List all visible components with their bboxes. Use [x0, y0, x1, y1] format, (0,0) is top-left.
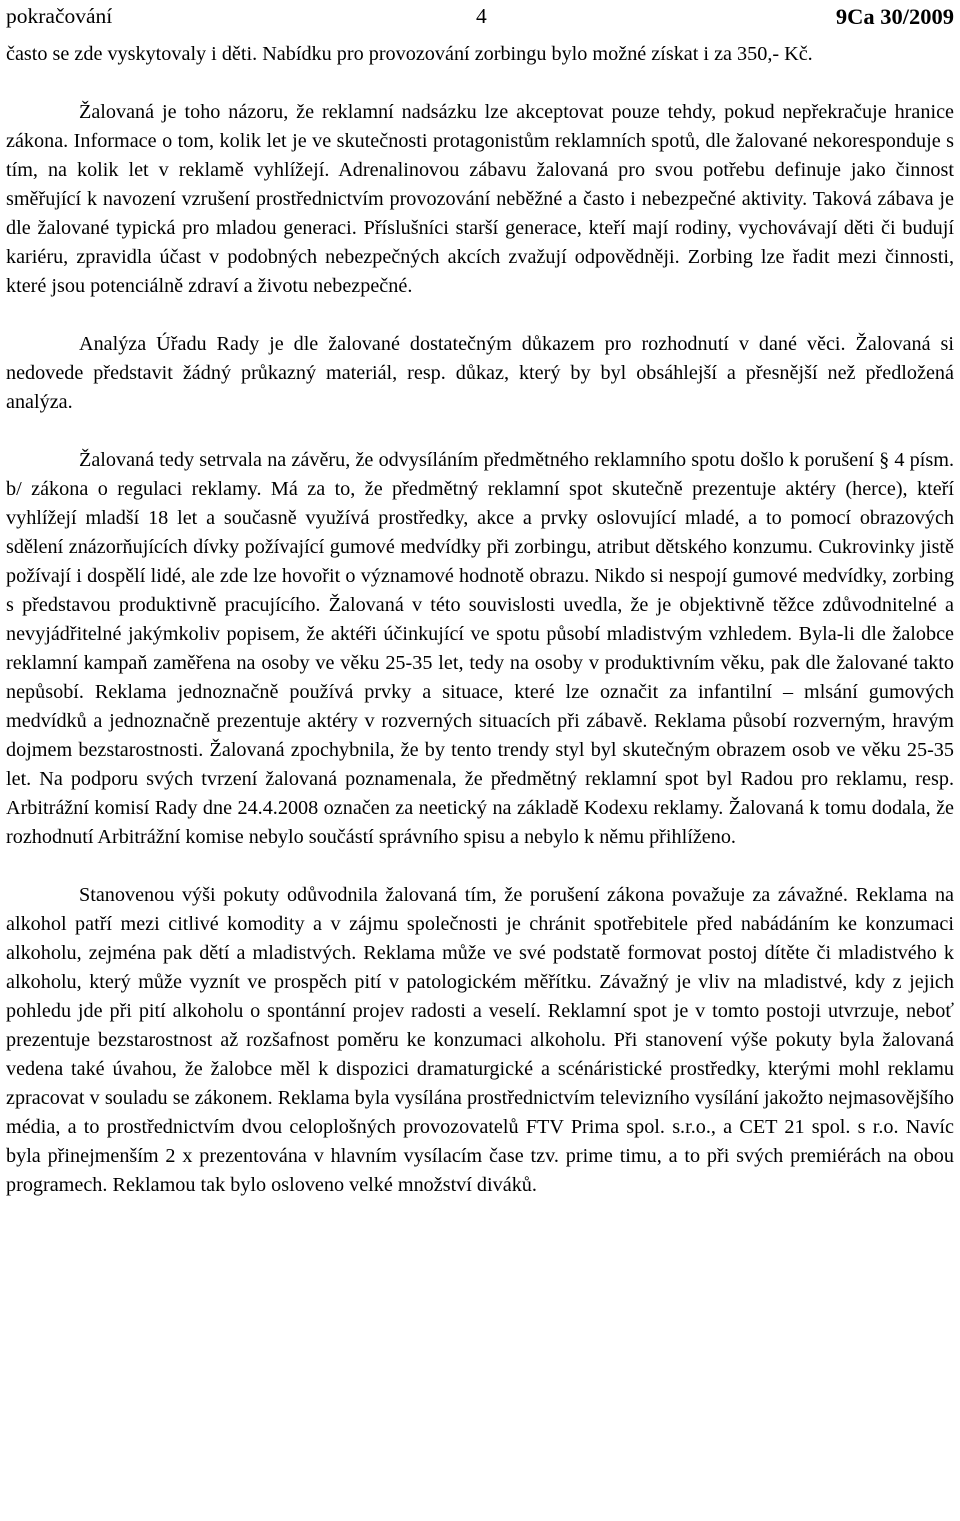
- paragraph-1: často se zde vyskytovaly i děti. Nabídku pro provozování zorbingu bylo možné získat i za 350,- Kč.: [6, 43, 813, 65]
- paragraph-spacer: [6, 852, 954, 881]
- header-case-number: 9Ca 30/2009: [835, 4, 954, 29]
- header-page-number: 4: [476, 4, 487, 28]
- document-page: [6, 0, 954, 1200]
- page-header: [6, 0, 954, 40]
- header-continuation-label: pokračování: [6, 4, 113, 28]
- paragraph-5: Stanovenou výši pokuty odůvodnila žalovaná tím, že porušení zákona považuje za závažné. Reklama na alkohol patří mezi citlivé komodity a v zájmu společnosti je chránit spotřebitele před nabádáním ke konzumaci alkoholu, zejména pak dětí a mladistvých. Reklama může ve své podstatě formovat postoj dítěte či mladistvého k alkoholu, který může vyznít ve prospěch pití v patologickém měřítku. Závažný je vliv na mladistvé, kdy z jejich pohledu jde při pití alkoholu o spontánní projev radosti a veselí. Reklamní spot je v tomto postoji utvrzuje, neboť prezentuje bezstarostnost až rozšafnost poměru ke konzumaci alkoholu. Při stanovení výše pokuty byla žalovaná vedena také úvahou, že žalobce měl k dispozici dramaturgické a scénáristické prostředky, kterými mohl reklamu zpracovat v souladu se zákonem. Reklama byla vysílána prostřednictvím televizního vysílání jakožto nejmasovějšího média, a to prostřednictvím dvou celoplošných provozovatelů FTV Prima spol. s.r.o., a CET 21 spol. s r.o. Navíc byla přinejmenším 2 x prezentována v hlavním vysílacím čase tzv. prime timu, a to při svých premiérách na obou programech. Reklamou tak bylo osloveno velké množství diváků.: [6, 884, 954, 1196]
- paragraph-spacer: [6, 417, 954, 446]
- document-body: [6, 40, 954, 1200]
- paragraph-spacer: [6, 301, 954, 330]
- paragraph-2: Žalovaná je toho názoru, že reklamní nadsázku lze akceptovat pouze tehdy, pokud nepřekračuje hranice zákona. Informace o tom, kolik let je ve skutečnosti protagonistům reklamních spotů, dle žalované nekoresponduje s tím, na kolik let v reklamě vyhlížejí. Adrenalinovou zábavu žalovaná pro svou potřebu definuje jako činnost směřující k navození vzrušení prostřednictvím provozování neběžné a často i nebezpečné aktivity. Taková zábava je dle žalované typická pro mladou generaci. Příslušníci starší generace, kteří mají rodiny, vychovávají děti či budují kariéru, zpravidla účast v podobných nebezpečných akcích zvažují odpovědněji. Zorbing lze řadit mezi činnosti, které jsou potenciálně zdraví a životu nebezpečné.: [6, 101, 954, 297]
- paragraph-3: Analýza Úřadu Rady je dle žalované dostatečným důkazem pro rozhodnutí v dané věci. Žalovaná si nedovede představit žádný průkazný materiál, resp. důkaz, který by byl obsáhlejší a přesnější než předložená analýza.: [6, 333, 954, 413]
- paragraph-4: Žalovaná tedy setrvala na závěru, že odvysíláním předmětného reklamního spotu došlo k porušení § 4 písm. b/ zákona o regulaci reklamy. Má za to, že předmětný reklamní spot skutečně prezentuje aktéry (herce), kteří vyhlížejí mladší 18 let a současně využívá prostředky, akce a prvky oslovující mladé, a to pomocí obrazových sdělení znázorňujících dívky požívající gumové medvídky při zorbingu, atribut dětského konzumu. Cukrovinky jistě požívají i dospělí lidé, ale zde lze hovořit o významové hodnotě obrazu. Nikdo si nespojí gumové medvídky, zorbing s představou produktivně pracujícího. Žalovaná v této souvislosti uvedla, že je objektivně těžce zdůvodnitelné a nevyjádřitelné jakýmkoliv popisem, že aktéři účinkující ve spotu působí mladistvým vzhledem. Byla-li dle žalobce reklamní kampaň zaměřena na osoby ve věku 25-35 let, tedy na osoby v produktivním věku, pak dle žalované takto nepůsobí. Reklama jednoznačně používá prvky a situace, které lze označit za infantilní – mlsání gumových medvídků a jednoznačně prezentuje aktéry v rozverných situacích při zábavě. Reklama působí rozverným, hravým dojmem bezstarostnosti. Žalovaná zpochybnila, že by tento trendy styl byl skutečným obrazem osob ve věku 25-35 let. Na podporu svých tvrzení žalovaná poznamenala, že předmětný reklamní spot byl Radou pro reklamu, resp. Arbitrážní komisí Rady dne 24.4.2008 označen za neetický na základě Kodexu reklamy. Žalovaná k tomu dodala, že rozhodnutí Arbitrážní komise nebylo součástí správního spisu a nebylo k němu přihlíženo.: [6, 449, 954, 848]
- paragraph-spacer: [6, 69, 954, 98]
